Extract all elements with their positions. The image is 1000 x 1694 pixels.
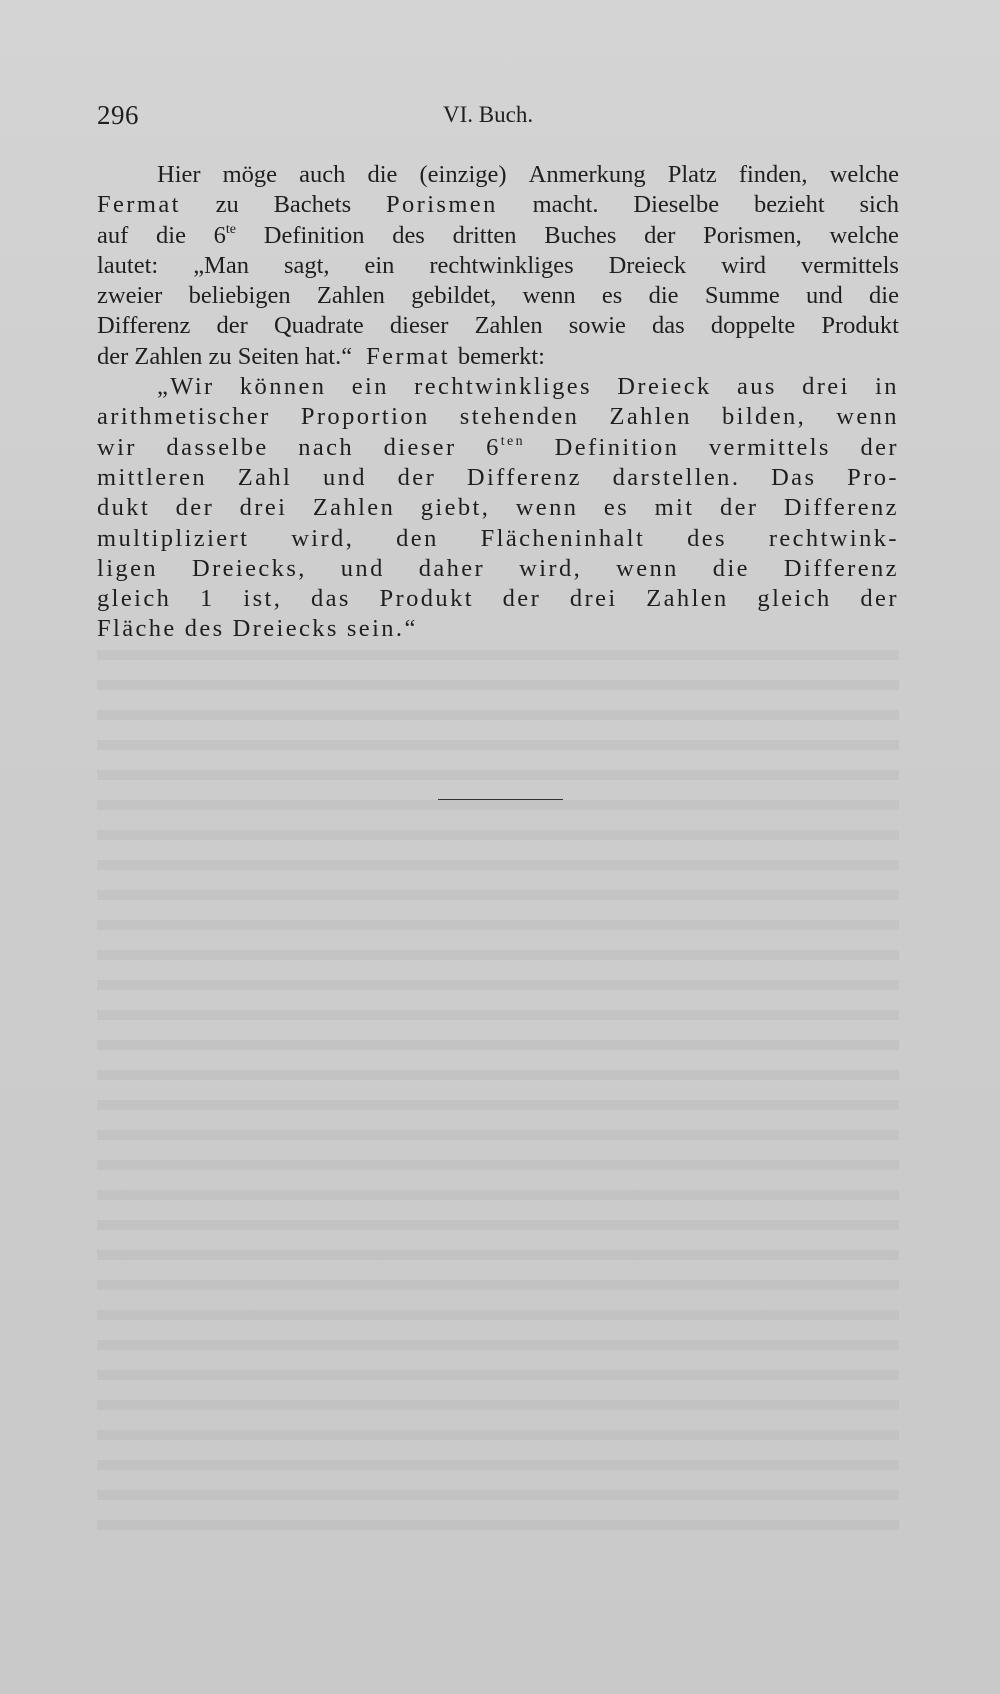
word: das: [310, 585, 351, 613]
word: der: [860, 585, 899, 613]
ordinal: [214, 221, 236, 251]
word: rechtwinkliges: [414, 373, 592, 401]
word: und: [805, 282, 843, 310]
word: dieser: [389, 312, 449, 340]
word: Definition: [554, 433, 680, 461]
word: Dreieck: [608, 251, 687, 279]
text-line: [97, 281, 899, 311]
word: der: [719, 494, 759, 522]
word: die: [869, 282, 899, 310]
show-through-from-reverse: [97, 640, 899, 1540]
ordinal-number: 6: [486, 433, 501, 461]
word: Produkt: [379, 585, 474, 613]
body-text: [97, 160, 899, 645]
word: die: [367, 161, 398, 188]
word: können: [239, 373, 327, 401]
word: dieser: [383, 433, 457, 461]
section-divider: [438, 799, 563, 800]
word: Zahlen: [312, 494, 396, 522]
text-line: [97, 251, 899, 281]
word: Anmerkung: [528, 161, 646, 188]
word: Definition: [263, 221, 365, 249]
word: des: [184, 615, 225, 643]
word: Zahlen: [646, 585, 729, 613]
word: Platz: [667, 161, 717, 188]
word: arithmetischer: [97, 403, 271, 431]
word: des: [392, 221, 425, 249]
word: finden,: [738, 161, 808, 188]
word: welche: [829, 221, 899, 249]
name-fermat: Fermat: [366, 342, 450, 370]
word: wird,: [519, 554, 583, 582]
name-fermat: Fermat: [97, 191, 181, 219]
word: Dreiecks: [232, 615, 339, 643]
phrase: der Zahlen zu Seiten hat.“: [97, 342, 353, 370]
word: Dieselbe: [633, 191, 720, 219]
word: Zahlen: [474, 312, 543, 340]
word: beliebigen: [188, 282, 291, 310]
word: Fläche: [97, 615, 177, 643]
word: Zahlen: [609, 403, 692, 431]
word: den: [396, 524, 439, 552]
text-line: [97, 190, 899, 220]
word: doppelte: [710, 312, 796, 340]
word: ein: [364, 251, 395, 279]
word: daher: [418, 554, 486, 582]
word: giebt,: [420, 494, 491, 522]
quote-line: [97, 554, 899, 584]
word: „Wir: [157, 373, 215, 401]
text-line: [97, 311, 899, 341]
word: und: [340, 554, 385, 582]
word: wird: [721, 251, 766, 279]
quote-line: [97, 433, 899, 463]
word: sich: [859, 191, 899, 219]
word: sowie: [568, 312, 626, 340]
text-line: [97, 160, 899, 190]
word: Produkt: [821, 312, 899, 340]
word-porismen: Porismen: [385, 191, 498, 219]
quote-line: [97, 372, 899, 402]
word: Bachets: [273, 191, 352, 219]
word: stehenden: [459, 403, 580, 431]
word: des: [687, 524, 727, 552]
word: Proportion: [300, 403, 430, 431]
word: gleich: [97, 585, 172, 613]
quote-line: [97, 493, 899, 523]
quote-line: [97, 524, 899, 554]
word: Dreieck: [617, 373, 712, 401]
word: (einzige): [419, 161, 507, 188]
word: Zahl: [237, 463, 293, 491]
word: welche: [829, 161, 899, 188]
word: die: [648, 282, 679, 310]
word: dasselbe: [166, 433, 269, 461]
word: Differenz: [466, 463, 582, 491]
word: mit: [654, 494, 695, 522]
word: „Man: [193, 251, 249, 279]
word: auf: [97, 221, 129, 249]
word: lautet:: [97, 251, 159, 279]
page-number: 296: [97, 100, 139, 130]
word: 1: [199, 585, 215, 613]
word: rechtwink-: [768, 524, 899, 552]
word: vermittels: [800, 251, 899, 279]
word: gebildet,: [411, 282, 497, 310]
quote-line: [97, 614, 899, 644]
word: zweier: [97, 282, 163, 310]
word: Differenz: [783, 494, 899, 522]
quote-line: [97, 584, 899, 614]
word: ein: [351, 373, 389, 401]
word: Differenz: [783, 554, 899, 582]
word: in: [875, 373, 899, 401]
word: wenn: [522, 282, 576, 310]
word: bilden,: [721, 403, 807, 431]
word: Hier: [157, 161, 201, 188]
text-line: [97, 342, 899, 372]
word: gleich: [757, 585, 832, 613]
word: es: [603, 494, 630, 522]
word: dritten: [452, 221, 517, 249]
quote-line: [97, 463, 899, 493]
word: der: [860, 433, 899, 461]
word: Zahlen: [316, 282, 385, 310]
word: die: [712, 554, 750, 582]
word: es: [601, 282, 623, 310]
quote-line: [97, 402, 899, 432]
word: Das: [771, 463, 817, 491]
word: der: [502, 585, 542, 613]
word: der: [397, 463, 437, 491]
word: die: [156, 221, 186, 249]
word: drei: [802, 373, 850, 401]
ordinal-suffix: te: [225, 221, 237, 237]
word: der: [644, 221, 676, 249]
word: und: [322, 463, 367, 491]
word: ligen: [97, 554, 158, 582]
text-line: [97, 221, 899, 251]
word: dukt: [97, 494, 151, 522]
word: Porismen,: [703, 221, 802, 249]
word: bemerkt:: [457, 342, 545, 370]
word: drei: [239, 494, 288, 522]
word: der: [216, 312, 248, 340]
word: ist,: [243, 585, 283, 613]
word: wird,: [291, 524, 355, 552]
word: darstellen.: [612, 463, 741, 491]
running-head: VI. Buch.: [443, 102, 534, 127]
word: Flächeninhalt: [480, 524, 646, 552]
word: Quadrate: [273, 312, 364, 340]
page-header: [97, 100, 899, 140]
word: zu: [215, 191, 239, 219]
word: drei: [569, 585, 618, 613]
word: auch: [299, 161, 346, 188]
word: wenn: [616, 554, 679, 582]
word: multipliziert: [97, 524, 250, 552]
ordinal-number: 6: [213, 221, 226, 249]
word: sagt,: [283, 251, 330, 279]
word: Dreiecks,: [191, 554, 307, 582]
ordinal: [486, 433, 525, 463]
word: wenn: [515, 494, 579, 522]
word: macht.: [532, 191, 599, 219]
word: Summe: [704, 282, 780, 310]
word: nach: [298, 433, 355, 461]
word: möge: [222, 161, 278, 188]
ordinal-suffix: ten: [500, 433, 526, 449]
word: wir: [97, 433, 137, 461]
word: mittleren: [97, 463, 208, 491]
word: vermittels: [708, 433, 831, 461]
word: Differenz: [97, 312, 191, 340]
word: der: [175, 494, 215, 522]
word: aus: [736, 373, 777, 401]
word: rechtwinkliges: [429, 251, 574, 279]
word: das: [652, 312, 685, 340]
word: bezieht: [753, 191, 825, 219]
word: Pro-: [847, 463, 899, 491]
word: wenn: [836, 403, 899, 431]
word: sein.“: [346, 615, 418, 643]
word: Buches: [544, 221, 617, 249]
